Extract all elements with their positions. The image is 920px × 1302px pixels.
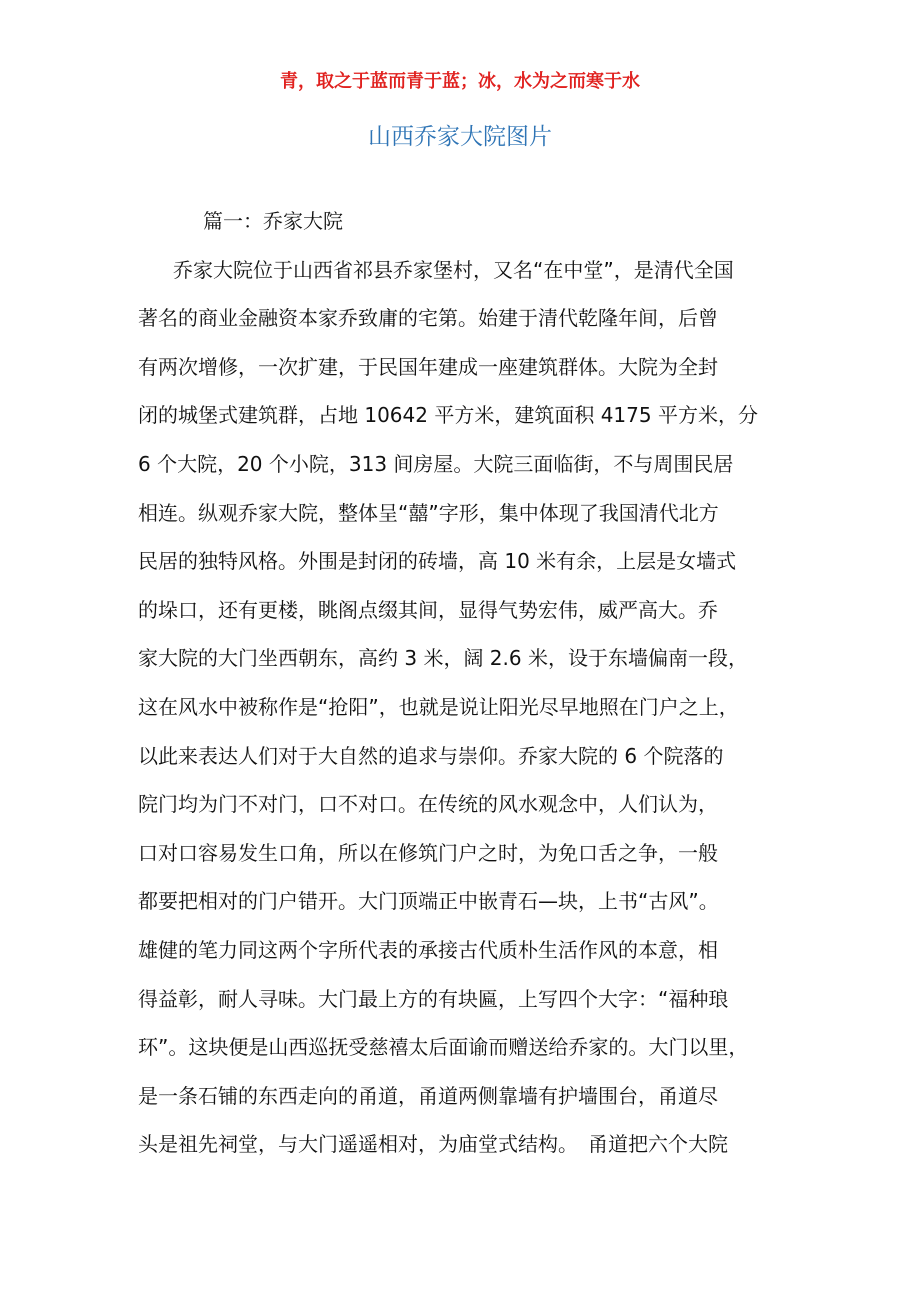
paragraph-line: 雄健的笔力同这两个字所代表的承接古代质朴生活作风的本意，相 <box>138 937 718 962</box>
header-motto: 青，取之于蓝而青于蓝；冰，水为之而寒于水 <box>280 71 640 92</box>
paragraph-line: 乔家大院位于山西省祁县乔家堡村，又名“在中堂”，是清代全国 <box>173 257 734 282</box>
paragraph-line: 有两次增修，一次扩建，于民国年建成一座建筑群体。大院为全封 <box>138 354 718 379</box>
paragraph-line: 6 个大院，20 个小院，313 间房屋。大院三面临街，不与周围民居 <box>138 451 734 476</box>
paragraph-line: 以此来表达人们对于大自然的追求与崇仰。乔家大院的 6 个院落的 <box>138 743 724 768</box>
paragraph-line: 这在风水中被称作是“抢阳”，也就是说让阳光尽早地照在门户之上， <box>138 694 739 719</box>
paragraph-line: 得益彰，耐人寻味。大门最上方的有块匾，上写四个大字：“福种琅 <box>138 986 729 1011</box>
paragraph-line: 是一条石铺的东西走向的甬道，甬道两侧靠墙有护墙围台，甬道尽 <box>138 1083 718 1108</box>
section-heading: 篇一：乔家大院 <box>203 209 343 233</box>
paragraph-line: 家大院的大门坐西朝东，高约 3 米，阔 2.6 米，设于东墙偏南一段， <box>138 646 748 671</box>
paragraph-line: 环”。这块便是山西巡抚受慈禧太后面谕而赠送给乔家的。大门以里， <box>138 1035 749 1060</box>
paragraph-line: 的垛口，还有更楼，眺阁点缀其间，显得气势宏伟，威严高大。乔 <box>138 597 718 622</box>
paragraph-line: 著名的商业金融资本家乔致庸的宅第。始建于清代乾隆年间，后曾 <box>138 306 718 331</box>
paragraph-line: 相连。纵观乔家大院，整体呈“囍”字形，集中体现了我国清代北方 <box>138 500 719 525</box>
paragraph-line: 院门均为门不对门，口不对口。在传统的风水观念中，人们认为， <box>138 792 718 817</box>
paragraph-line: 口对口容易发生口角，所以在修筑门户之时，为免口舌之争，一般 <box>138 840 718 865</box>
article-body <box>138 201 786 1173</box>
paragraph-line: 都要把相对的门户错开。大门顶端正中嵌青石—块，上书“古风”。 <box>138 889 719 914</box>
paragraph-line: 闭的城堡式建筑群，占地 10642 平方米，建筑面积 4175 平方米，分 <box>138 403 758 428</box>
paragraph-line: 民居的独特风格。外围是封闭的砖墙，高 10 米有余，上层是女墙式 <box>138 549 737 574</box>
page-title: 山西乔家大院图片 <box>368 124 552 150</box>
paragraph-line: 头是祖先祠堂，与大门遥遥相对，为庙堂式结构。 甬道把六个大院 <box>138 1132 728 1157</box>
